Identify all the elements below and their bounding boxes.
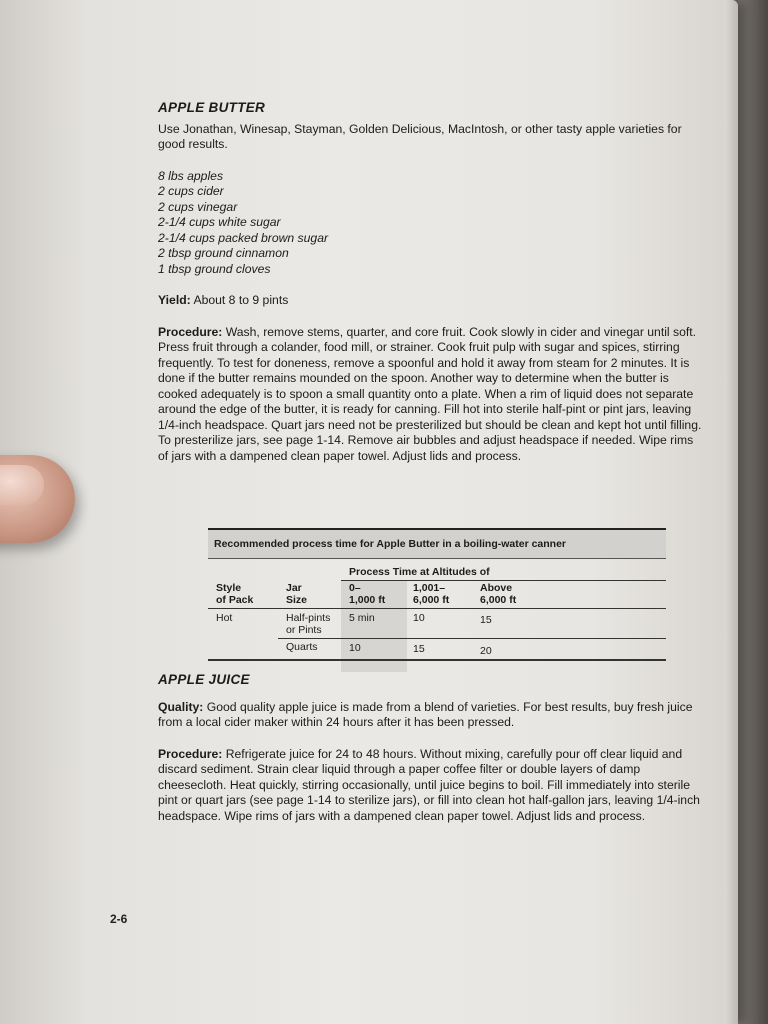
apple-butter-section xyxy=(158,100,706,464)
process-time-table xyxy=(208,528,666,677)
row2-time2: 15 xyxy=(413,643,425,655)
table-bottom-rule xyxy=(208,659,666,661)
row1-jar-2: or Pints xyxy=(286,624,322,636)
ingredient-list xyxy=(158,169,706,278)
row2-time1: 10 xyxy=(349,642,361,654)
row1-time3: 15 xyxy=(480,614,492,626)
row1-time2: 10 xyxy=(413,612,425,624)
header-bottom-rule xyxy=(208,608,666,609)
ingredient-item: 2 tbsp ground cinnamon xyxy=(158,246,289,260)
ingredient-item: 2-1/4 cups packed brown sugar xyxy=(158,230,329,245)
page-number: 2-6 xyxy=(110,912,128,926)
apple-butter-title: APPLE BUTTER xyxy=(158,100,266,115)
apple-butter-intro: Use Jonathan, Winesap, Stayman, Golden Delicious, MacIntosh, or other tasty apple varieties for good results. xyxy=(158,121,682,151)
procedure-text: Wash, remove stems, quarter, and core fruit. Cook slowly in cider and vinegar until soft. Press fruit through a colander, food mill, or strainer. Cook fruit pulp with sugar and spices, stirring frequently. To test for doneness, remove a spoonful and hold it away from steam for 2 minutes. It is done if the butter remains mounded on the spoon. Another way to determine when the butter is cooked adequately is to spoon a small quantity onto a plate. When a rim of liquid does not separate around the edge of the butter, it is ready for canning. Fill hot into sterile half-pint or pint jars, leaving 1/4-inch headspace. Quart jars need not be presterilized but should be clean and kept hot until filling. To presterilize jars, see page 1-14. Remove air bubbles and adjust headspace if needed. Wipe rims of jars with a dampened clean paper towel. Adjust lids and process. xyxy=(158,324,702,463)
header-alt2-2: 6,000 ft xyxy=(413,594,450,606)
row1-jar-1: Half-pints xyxy=(286,612,331,624)
row2-jar-1: Quarts xyxy=(286,641,318,653)
row2-time3: 20 xyxy=(480,645,492,657)
header-alt2-1: 1,001– xyxy=(413,582,446,594)
header-alt1-2: 1,000 ft xyxy=(349,594,386,606)
row1-time1: 5 min xyxy=(349,612,375,624)
apple-juice-procedure xyxy=(158,747,706,825)
header-alt3-2: 6,000 ft xyxy=(480,594,517,606)
header-rule xyxy=(341,580,666,581)
yield-line xyxy=(158,293,706,309)
altitude-group-header: Process Time at Altitudes of xyxy=(349,566,490,578)
ingredient-item: 2-1/4 cups white sugar xyxy=(158,215,281,229)
thumbnail-highlight xyxy=(0,465,44,505)
header-style-2: of Pack xyxy=(216,594,254,606)
header-alt1-1: 0– xyxy=(349,582,361,594)
page-edge-shadow xyxy=(726,0,738,1024)
header-jar-2: Size xyxy=(286,594,308,606)
row-divider xyxy=(278,638,666,639)
ingredient-item: 1 tbsp ground cloves xyxy=(158,261,271,276)
procedure-label: Procedure: xyxy=(158,324,223,339)
ingredient-item: 2 cups vinegar xyxy=(158,199,238,214)
apple-juice-title: APPLE JUICE xyxy=(158,672,250,687)
procedure-label: Procedure: xyxy=(158,746,223,761)
yield-text: About 8 to 9 pints xyxy=(190,293,289,307)
header-alt3-1: Above xyxy=(480,582,513,594)
procedure-text: Refrigerate juice for 24 to 48 hours. Without mixing, carefully pour off clear liquid and discard sediment. Strain clear liquid through a paper coffee filter or double layers of damp cheesecloth. Heat quickly, stirring occasionally, until juice begins to boil. Fill immediately into sterile pint or quart jars (see page 1-14 to sterilize jars), or fill into clean hot half-gallon jars, leaving 1/4-inch headspace. Wipe rims of jars with a dampened clean paper towel. Adjust lids and process. xyxy=(158,746,700,823)
table-title: Recommended process time for Apple Butter in a boiling-water canner xyxy=(208,530,666,559)
row1-style: Hot xyxy=(216,612,233,624)
apple-juice-quality xyxy=(158,700,706,731)
header-style-1: Style xyxy=(216,582,242,594)
table-grid xyxy=(208,559,666,677)
header-jar-1: Jar xyxy=(286,582,302,594)
quality-text: Good quality apple juice is made from a blend of varieties. For best results, buy fresh juice from a local cider maker within 24 hours after it has been pressed. xyxy=(158,699,693,729)
yield-label: Yield: xyxy=(158,293,191,307)
apple-juice-section xyxy=(158,672,706,824)
ingredient-item: 8 lbs apples xyxy=(158,168,224,183)
apple-butter-procedure xyxy=(158,325,706,465)
quality-label: Quality: xyxy=(158,699,204,714)
ingredient-item: 2 cups cider xyxy=(158,184,224,198)
